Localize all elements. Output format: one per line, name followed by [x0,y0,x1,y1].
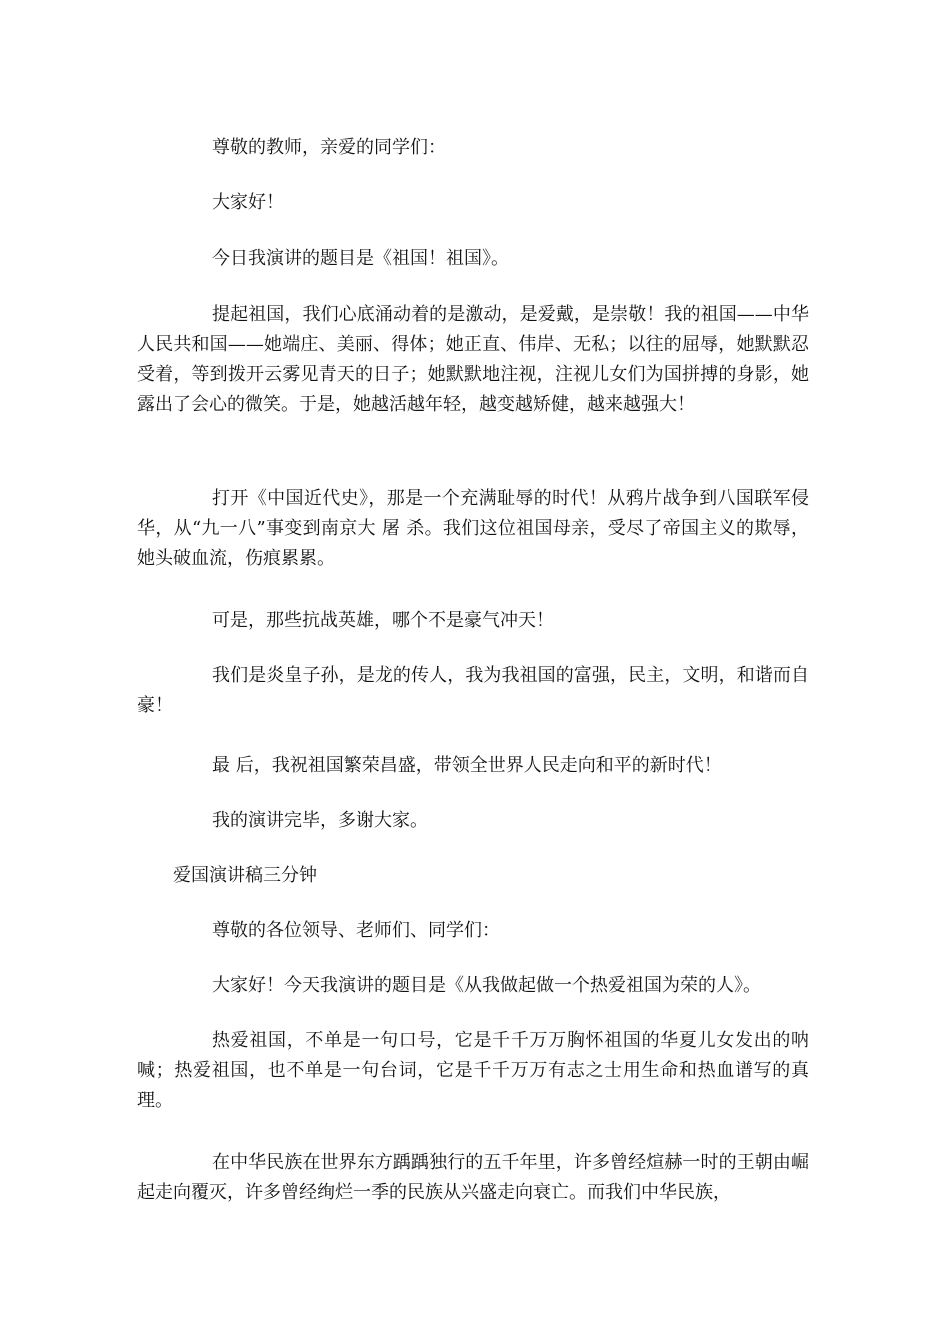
section-heading: 爱国演讲稿三分钟 [173,865,317,886]
paragraph-body: 打开《中国近代史》，那是一个充满耻辱的时代！从鸦片战争到八国联军侵华，从“九一八”事变到南京大 屠 杀。我们这位祖国母亲，受尽了帝国主义的欺辱，她头破血流，伤痕累累。 [137,488,809,569]
paragraph-thanks: 我的演讲完毕，多谢大家。 [212,810,428,831]
paragraph-body: 提起祖国，我们心底涌动着的是激动，是爱戴，是崇敬！我的祖国——中华人民共和国——她端庄、美丽、得体；她正直、伟岸、无私；以往的屈辱，她默默忍受着，等到拨开云雾见青天的日子；她默默地注视，注视儿女们为国拼搏的身影，她露出了会心的微笑。于是，她越活越年轻，越变越矫健，越来越强大！ [137,304,809,415]
paragraph-salutation: 尊敬的教师，亲爱的同学们： [212,137,446,158]
paragraph-topic: 今日我演讲的题目是《祖国！祖国》。 [212,248,509,269]
paragraph-greeting: 大家好！今天我演讲的题目是《从我做起做一个热爱祖国为荣的人》。 [212,975,761,996]
paragraph-salutation: 尊敬的各位领导、老师们、同学们： [212,920,500,941]
paragraph-greeting: 大家好！ [212,192,284,213]
paragraph-closing: 最 后，我祝祖国繁荣昌盛，带领全世界人民走向和平的新时代！ [212,755,722,776]
paragraph-body: 热爱祖国，不单是一句口号，它是千千万万胸怀祖国的华夏儿女发出的呐喊；热爱祖国，也不单是一句台词，它是千千万万有志之士用生命和热血谱写的真理。 [137,1030,809,1111]
paragraph-body: 可是，那些抗战英雄，哪个不是豪气冲天！ [212,610,554,631]
paragraph-body: 在中华民族在世界东方踽踽独行的五千年里，许多曾经煊赫一时的王朝由崛起走向覆灭，许多曾经绚烂一季的民族从兴盛走向衰亡。而我们中华民族， [137,1152,809,1203]
paragraph-body: 我们是炎皇子孙，是龙的传人，我为我祖国的富强，民主，文明，和谐而自豪！ [137,665,809,716]
